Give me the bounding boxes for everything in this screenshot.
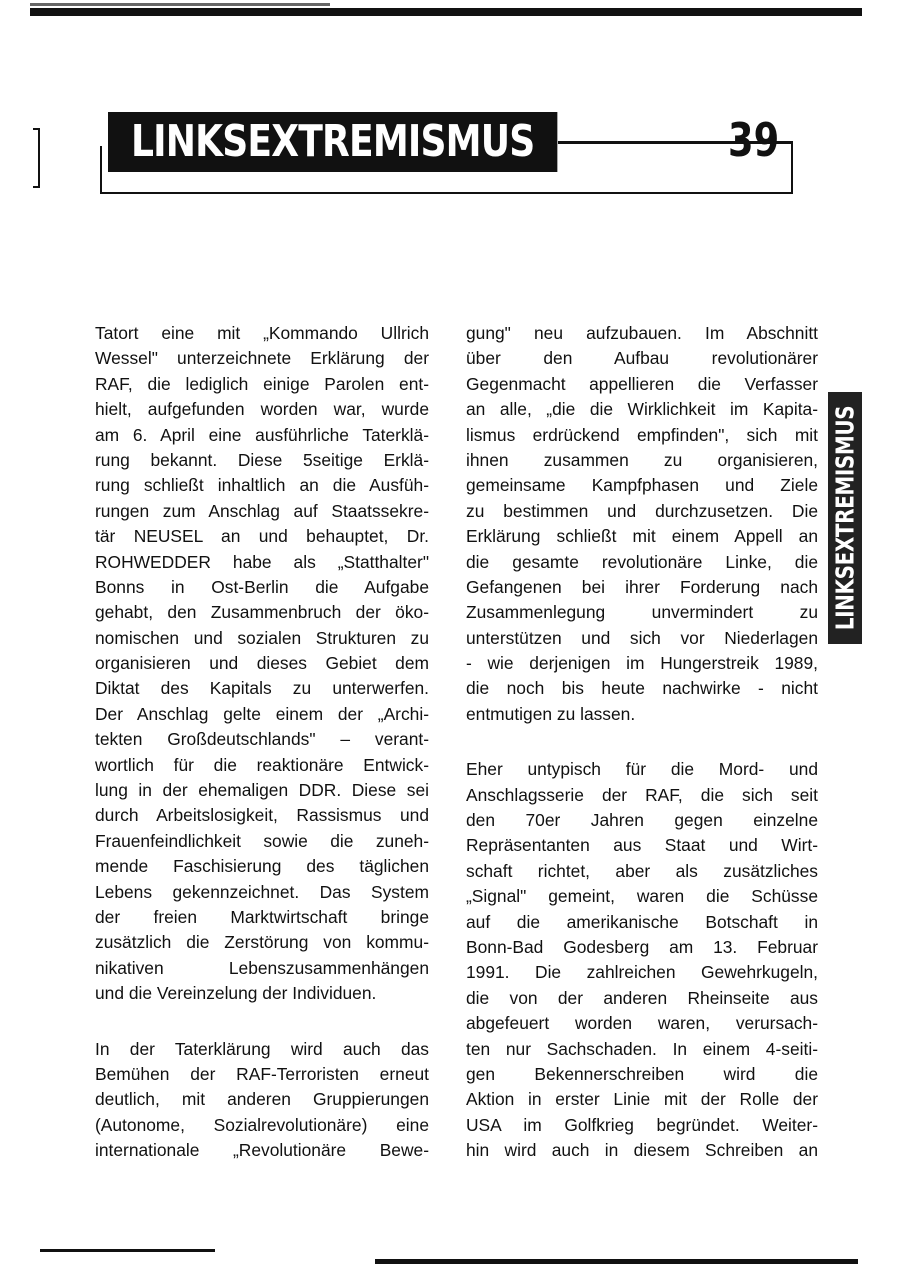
- text-line: gehabt, den Zusammenbruch der öko-: [95, 602, 429, 623]
- text-line: rung schließt inhaltlich an die Ausfüh-: [95, 475, 429, 496]
- text-line: gemeinsame Kampfphasen und Ziele: [466, 475, 818, 496]
- text-line: ten nur Sachschaden. In einem 4-seiti-: [466, 1038, 818, 1059]
- text-line: Bonns in Ost-Berlin die Aufgabe: [95, 576, 429, 597]
- text-line: die gesamte revolutionäre Linke, die: [466, 551, 818, 572]
- text-line: nomischen und sozialen Strukturen zu: [95, 627, 429, 648]
- text-line: Frauenfeindlichkeit sowie die zuneh-: [95, 830, 429, 851]
- paragraph: [95, 321, 429, 1007]
- text-line: Gefangenen bei ihrer Forderung nach: [466, 576, 818, 597]
- text-line: rung bekannt. Diese 5seitige Erklä-: [95, 449, 429, 470]
- text-line: unterstützen und sich vor Niederlagen: [466, 627, 818, 648]
- text-line: lung in der ehemaligen DDR. Diese sei: [95, 780, 429, 801]
- text-line: Diktat des Kapitals zu unterwerfen.: [95, 678, 429, 699]
- page-number: 39: [728, 113, 780, 167]
- text-line: Anschlagsserie der RAF, die sich seit: [466, 784, 818, 805]
- margin-bracket: [33, 128, 40, 188]
- text-line: In der Taterklärung wird auch das: [95, 1038, 429, 1059]
- text-line: mende Faschisierung des täglichen: [95, 856, 429, 877]
- text-line: Eher untypisch für die Mord- und: [466, 759, 818, 780]
- text-line: ROHWEDDER habe als „Statthalter": [95, 551, 429, 572]
- text-line: am 6. April eine ausführliche Taterklä-: [95, 424, 429, 445]
- text-line: hielt, aufgefunden worden war, wurde: [95, 399, 429, 420]
- text-line: Wessel" unterzeichnete Erklärung der: [95, 348, 429, 369]
- text-line: RAF, die lediglich einige Parolen ent-: [95, 373, 429, 394]
- text-line: auf die amerikanische Botschaft in: [466, 911, 818, 932]
- paragraph: [95, 1037, 429, 1164]
- bottom-rule-left: [40, 1249, 215, 1252]
- header-frame-left: [100, 146, 102, 194]
- text-line: den 70er Jahren gegen einzelne: [466, 810, 818, 831]
- text-line: zusätzlich die Zerstörung von kommu-: [95, 932, 429, 953]
- text-line: Bemühen der RAF-Terroristen erneut: [95, 1063, 429, 1084]
- text-line: hin wird auch in diesem Schreiben an: [466, 1140, 818, 1161]
- text-line: rungen zum Anschlag auf Staatssekre-: [95, 500, 429, 521]
- paragraph: [466, 321, 818, 727]
- text-line: Tatort eine mit „Kommando Ullrich: [95, 323, 429, 343]
- text-line: Zusammenlegung unvermindert zu: [466, 602, 818, 623]
- text-line: entmutigen zu lassen.: [466, 703, 636, 724]
- text-line: Gegenmacht appellieren die Verfasser: [466, 373, 818, 394]
- text-line: Der Anschlag gelte einem der „Archi-: [95, 703, 429, 724]
- text-line: über den Aufbau revolutionärer: [466, 348, 818, 369]
- text-line: gung" neu aufzubauen. Im Abschnitt: [466, 323, 818, 343]
- text-line: USA im Golfkrieg begründet. Weiter-: [466, 1114, 818, 1135]
- text-line: tär NEUSEL an und behauptet, Dr.: [95, 526, 429, 547]
- text-column-right: [466, 321, 818, 1194]
- header-frame-right: [791, 141, 793, 194]
- text-line: tekten Großdeutschlands" – verant-: [95, 729, 429, 750]
- text-column-left: [95, 321, 429, 1194]
- text-line: „Signal" gemeint, waren die Schüsse: [466, 886, 818, 907]
- header-frame-bottom: [100, 192, 793, 194]
- text-line: die noch bis heute nachwirke - nicht: [466, 678, 818, 699]
- top-rule-thin: [30, 3, 330, 6]
- text-line: internationale „Revolutionäre Bewe-: [95, 1140, 429, 1161]
- text-line: (Autonome, Sozialrevolutionäre) eine: [95, 1114, 429, 1135]
- text-line: zu bestimmen und durchzusetzen. Die: [466, 500, 818, 521]
- text-line: die von der anderen Rheinseite aus: [466, 987, 818, 1008]
- text-line: gen Bekennerschreiben wird die: [466, 1063, 818, 1084]
- paragraph: [466, 757, 818, 1163]
- text-line: der freien Marktwirtschaft bringe: [95, 906, 429, 927]
- text-line: Bonn-Bad Godesberg am 13. Februar: [466, 936, 818, 957]
- text-line: abgefeuert worden waren, verursach-: [466, 1013, 818, 1034]
- text-line: Repräsentanten aus Staat und Wirt-: [466, 835, 818, 856]
- text-line: durch Arbeitslosigkeit, Rassismus und: [95, 805, 429, 826]
- text-line: Erklärung schließt mit einem Appell an: [466, 526, 818, 547]
- text-line: nikativen Lebenszusammenhängen: [95, 957, 429, 978]
- bottom-rule-right: [375, 1259, 858, 1264]
- side-tab: [828, 392, 862, 644]
- text-line: 1991. Die zahlreichen Gewehrkugeln,: [466, 962, 818, 983]
- chapter-title: LINKSEXTREMISMUS: [108, 112, 557, 172]
- text-line: deutlich, mit anderen Gruppierungen: [95, 1089, 429, 1110]
- text-line: organisieren und dieses Gebiet dem: [95, 653, 429, 674]
- text-line: - wie derjenigen im Hungerstreik 1989,: [466, 653, 818, 674]
- top-rule: [30, 8, 862, 16]
- text-line: lismus erdrückend empfinden", sich mit: [466, 424, 818, 445]
- side-tab-label: LINKSEXTREMISMUS: [830, 405, 860, 631]
- text-line: wortlich für die reaktionäre Entwick-: [95, 754, 429, 775]
- text-line: und die Vereinzelung der Individuen.: [95, 983, 377, 1004]
- text-line: schaft richtet, aber als zusätzliches: [466, 860, 818, 881]
- text-line: Lebens gekennzeichnet. Das System: [95, 881, 429, 902]
- text-line: Aktion in erster Linie mit der Rolle der: [466, 1089, 818, 1110]
- text-line: an alle, „die die Wirklichkeit im Kapita-: [466, 399, 818, 420]
- text-line: ihnen zusammen zu organisieren,: [466, 449, 818, 470]
